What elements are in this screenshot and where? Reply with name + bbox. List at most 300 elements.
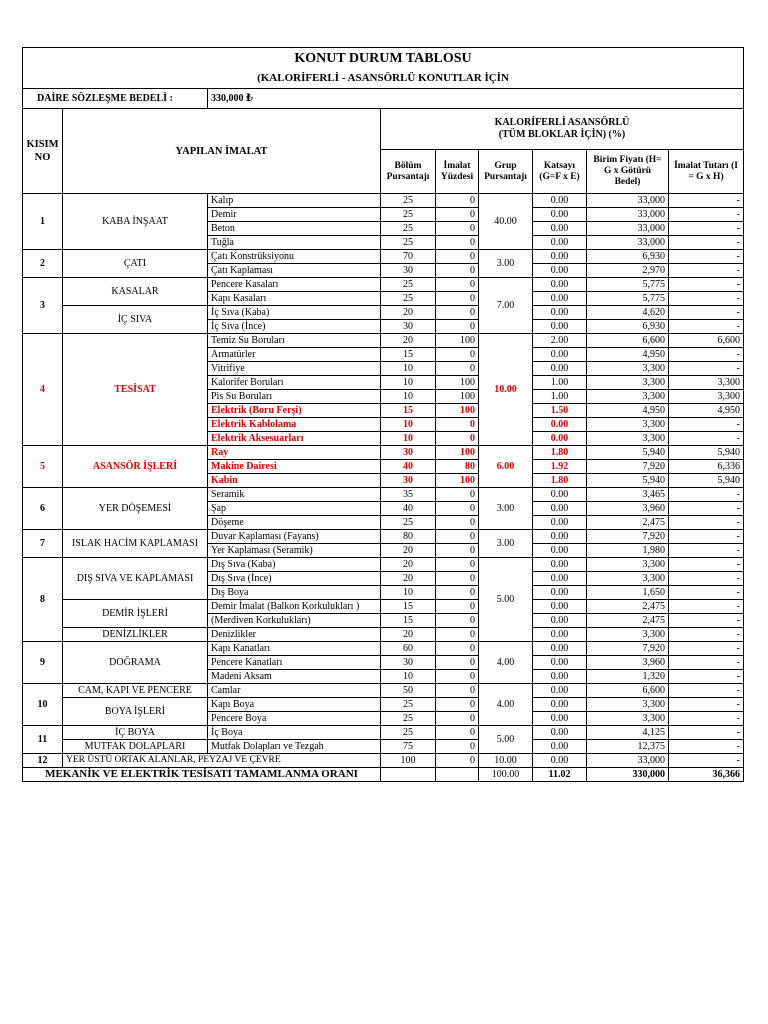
imalat-yuzdesi: 0 [436, 544, 479, 558]
birim-fiyati: 2,475 [587, 614, 669, 628]
table-row [23, 488, 744, 502]
imalat-tutari: 5,940 [669, 446, 744, 460]
imalat-tutari: 4,950 [669, 404, 744, 418]
bolum-pursantaji: 30 [381, 656, 436, 670]
katsayi: 0.00 [533, 544, 587, 558]
imalat-yuzdesi: 0 [436, 698, 479, 712]
katsayi: 0.00 [533, 502, 587, 516]
grup-pursantaji: 5.00 [479, 726, 533, 754]
table-row [23, 334, 744, 348]
imalat-yuzdesi: 100 [436, 474, 479, 488]
birim-fiyati: 6,600 [587, 684, 669, 698]
imalat-tutari: 5,940 [669, 474, 744, 488]
table-title: KONUT DURUM TABLOSU [23, 48, 744, 69]
bolum-pursantaji: 10 [381, 418, 436, 432]
bolum-pursantaji: 20 [381, 306, 436, 320]
item-name: Dış Boya [208, 586, 381, 600]
imalat-yuzdesi: 0 [436, 292, 479, 306]
table-row [23, 558, 744, 572]
imalat-yuzdesi: 100 [436, 376, 479, 390]
imalat-tutari: - [669, 432, 744, 446]
category-name: İÇ BOYA [63, 726, 208, 740]
katsayi: 0.00 [533, 362, 587, 376]
katsayi: 0.00 [533, 698, 587, 712]
contract-label: DAİRE SÖZLEŞME BEDELİ : [23, 89, 208, 109]
imalat-yuzdesi: 0 [436, 670, 479, 684]
birim-fiyati: 6,600 [587, 334, 669, 348]
grup-pursantaji: 7.00 [479, 278, 533, 334]
birim-fiyati: 2,475 [587, 600, 669, 614]
table-row [23, 530, 744, 544]
section-number: 3 [23, 278, 63, 334]
imalat-yuzdesi: 0 [436, 684, 479, 698]
birim-fiyati: 1,980 [587, 544, 669, 558]
katsayi: 1.80 [533, 446, 587, 460]
item-name: Duvar Kaplaması (Fayans) [208, 530, 381, 544]
item-name: İç Sıva (Kaba) [208, 306, 381, 320]
bolum-pursantaji: 35 [381, 488, 436, 502]
grup-pursantaji: 4.00 [479, 684, 533, 726]
table-subtitle: (KALORİFERLİ - ASANSÖRLÜ KONUTLAR İÇİN [23, 68, 744, 89]
katsayi: 0.00 [533, 628, 587, 642]
item-name: Ray [208, 446, 381, 460]
item-name: YER ÜSTÜ ORTAK ALANLAR, PEYZAJ VE ÇEVRE [63, 754, 381, 768]
imalat-yuzdesi: 0 [436, 558, 479, 572]
katsayi: 0.00 [533, 586, 587, 600]
katsayi: 0.00 [533, 222, 587, 236]
birim-fiyati: 3,300 [587, 418, 669, 432]
section-number: 5 [23, 446, 63, 488]
category-name: ISLAK HACİM KAPLAMASI [63, 530, 208, 558]
imalat-tutari: - [669, 236, 744, 250]
bolum-pursantaji: 25 [381, 516, 436, 530]
total-katsayi: 11.02 [533, 768, 587, 782]
imalat-yuzdesi: 100 [436, 334, 479, 348]
imalat-tutari: 3,300 [669, 390, 744, 404]
katsayi: 0.00 [533, 250, 587, 264]
katsayi: 0.00 [533, 656, 587, 670]
grup-pursantaji: 40.00 [479, 194, 533, 250]
katsayi: 0.00 [533, 670, 587, 684]
imalat-tutari: - [669, 348, 744, 362]
birim-fiyati: 2,475 [587, 516, 669, 530]
imalat-yuzdesi: 0 [436, 264, 479, 278]
header-group-line2: (TÜM BLOKLAR İÇİN) (%) [498, 129, 626, 141]
imalat-yuzdesi: 0 [436, 600, 479, 614]
item-name: Çatı Konstrüksiyonu [208, 250, 381, 264]
grup-pursantaji: 3.00 [479, 250, 533, 278]
header-grup: Grup Pursantajı [479, 150, 533, 194]
section-number: 7 [23, 530, 63, 558]
grup-pursantaji: 10.00 [479, 334, 533, 446]
table-row [23, 684, 744, 698]
item-name: Kalorifer Boruları [208, 376, 381, 390]
birim-fiyati: 3,465 [587, 488, 669, 502]
katsayi: 0.00 [533, 530, 587, 544]
bolum-pursantaji: 50 [381, 684, 436, 698]
imalat-yuzdesi: 0 [436, 502, 479, 516]
item-name: Çatı Kaplaması [208, 264, 381, 278]
imalat-yuzdesi: 0 [436, 656, 479, 670]
birim-fiyati: 4,950 [587, 404, 669, 418]
category-name: DIŞ SIVA VE KAPLAMASI [63, 558, 208, 600]
katsayi: 0.00 [533, 684, 587, 698]
bolum-pursantaji: 25 [381, 208, 436, 222]
birim-fiyati: 3,300 [587, 628, 669, 642]
category-name: TESİSAT [63, 334, 208, 446]
bolum-pursantaji: 10 [381, 390, 436, 404]
category-name: DOĞRAMA [63, 642, 208, 684]
katsayi: 0.00 [533, 208, 587, 222]
table-row [23, 446, 744, 460]
katsayi: 1.00 [533, 390, 587, 404]
imalat-yuzdesi: 100 [436, 446, 479, 460]
bolum-pursantaji: 15 [381, 614, 436, 628]
bolum-pursantaji: 20 [381, 628, 436, 642]
item-name: (Merdiven Korkulukları) [208, 614, 381, 628]
table-row [23, 754, 744, 768]
katsayi: 0.00 [533, 572, 587, 586]
item-name: Armatürler [208, 348, 381, 362]
item-name: Yer Kaplaması (Seramik) [208, 544, 381, 558]
item-name: İç Boya [208, 726, 381, 740]
katsayi: 0.00 [533, 278, 587, 292]
birim-fiyati: 3,300 [587, 390, 669, 404]
category-name: KASALAR [63, 278, 208, 306]
birim-fiyati: 1,650 [587, 586, 669, 600]
total-bolum [381, 768, 436, 782]
bolum-pursantaji: 60 [381, 642, 436, 656]
table-row [23, 250, 744, 264]
bolum-pursantaji: 15 [381, 600, 436, 614]
bolum-pursantaji: 15 [381, 348, 436, 362]
total-row [23, 768, 744, 782]
imalat-tutari: - [669, 222, 744, 236]
item-name: Elektrik (Boru Ferşi) [208, 404, 381, 418]
bolum-pursantaji: 10 [381, 376, 436, 390]
imalat-yuzdesi: 0 [436, 432, 479, 446]
birim-fiyati: 5,775 [587, 292, 669, 306]
table-row [23, 740, 744, 754]
imalat-yuzdesi: 100 [436, 390, 479, 404]
imalat-tutari: - [669, 642, 744, 656]
section-number: 4 [23, 334, 63, 446]
table-row [23, 628, 744, 642]
birim-fiyati: 5,775 [587, 278, 669, 292]
section-number: 2 [23, 250, 63, 278]
header-birim-fiyati: Birim Fiyatı (H= G x Götürü Bedel) [587, 150, 669, 194]
section-number: 9 [23, 642, 63, 684]
imalat-tutari: - [669, 684, 744, 698]
header-bolum: Bölüm Pursantajı [381, 150, 436, 194]
bolum-pursantaji: 20 [381, 572, 436, 586]
imalat-tutari: - [669, 418, 744, 432]
imalat-tutari: 3,300 [669, 376, 744, 390]
total-label: MEKANİK VE ELEKTRİK TESİSATI TAMAMLANMA ORANI [23, 768, 381, 782]
birim-fiyati: 3,300 [587, 558, 669, 572]
katsayi: 0.00 [533, 432, 587, 446]
imalat-tutari: - [669, 558, 744, 572]
grup-pursantaji: 3.00 [479, 530, 533, 558]
section-number: 11 [23, 726, 63, 754]
bolum-pursantaji: 10 [381, 586, 436, 600]
imalat-yuzdesi: 0 [436, 488, 479, 502]
item-name: Kalıp [208, 194, 381, 208]
birim-fiyati: 3,960 [587, 502, 669, 516]
katsayi: 0.00 [533, 264, 587, 278]
imalat-yuzdesi: 0 [436, 348, 479, 362]
section-number: 10 [23, 684, 63, 726]
header-yapilan-imalat: YAPILAN İMALAT [63, 109, 381, 194]
imalat-tutari: - [669, 698, 744, 712]
item-name: Makine Dairesi [208, 460, 381, 474]
bolum-pursantaji: 20 [381, 334, 436, 348]
item-name: Kabin [208, 474, 381, 488]
grup-pursantaji: 3.00 [479, 488, 533, 530]
birim-fiyati: 4,620 [587, 306, 669, 320]
birim-fiyati: 4,125 [587, 726, 669, 740]
imalat-tutari: - [669, 208, 744, 222]
bolum-pursantaji: 10 [381, 670, 436, 684]
item-name: Kapı Kanatları [208, 642, 381, 656]
konut-durum-table [22, 47, 744, 782]
imalat-tutari: - [669, 614, 744, 628]
item-name: Madeni Aksam [208, 670, 381, 684]
item-name: Denizlikler [208, 628, 381, 642]
imalat-tutari: - [669, 586, 744, 600]
imalat-tutari: - [669, 740, 744, 754]
imalat-yuzdesi: 0 [436, 740, 479, 754]
imalat-yuzdesi: 0 [436, 194, 479, 208]
grup-pursantaji: 4.00 [479, 642, 533, 684]
imalat-yuzdesi: 0 [436, 306, 479, 320]
bolum-pursantaji: 25 [381, 194, 436, 208]
katsayi: 0.00 [533, 488, 587, 502]
section-number: 12 [23, 754, 63, 768]
katsayi: 0.00 [533, 558, 587, 572]
katsayi: 0.00 [533, 600, 587, 614]
item-name: Dış Sıva (Kaba) [208, 558, 381, 572]
katsayi: 0.00 [533, 726, 587, 740]
item-name: Dış Sıva (İnce) [208, 572, 381, 586]
imalat-tutari: - [669, 754, 744, 768]
grup-pursantaji: 10.00 [479, 754, 533, 768]
bolum-pursantaji: 25 [381, 236, 436, 250]
birim-fiyati: 3,300 [587, 362, 669, 376]
imalat-yuzdesi: 0 [436, 628, 479, 642]
category-name: DEMİR İŞLERİ [63, 600, 208, 628]
birim-fiyati: 33,000 [587, 194, 669, 208]
imalat-yuzdesi: 0 [436, 712, 479, 726]
birim-fiyati: 7,920 [587, 642, 669, 656]
item-name: Elektrik Aksesuarları [208, 432, 381, 446]
imalat-yuzdesi: 0 [436, 614, 479, 628]
bolum-pursantaji: 10 [381, 432, 436, 446]
katsayi: 0.00 [533, 306, 587, 320]
imalat-tutari: - [669, 194, 744, 208]
total-birim: 330,000 [587, 768, 669, 782]
birim-fiyati: 12,375 [587, 740, 669, 754]
katsayi: 0.00 [533, 614, 587, 628]
birim-fiyati: 5,940 [587, 474, 669, 488]
total-tutar: 36,366 [669, 768, 744, 782]
katsayi: 0.00 [533, 754, 587, 768]
total-yuzde [436, 768, 479, 782]
bolum-pursantaji: 75 [381, 740, 436, 754]
bolum-pursantaji: 30 [381, 264, 436, 278]
grup-pursantaji: 5.00 [479, 558, 533, 642]
imalat-tutari: - [669, 600, 744, 614]
bolum-pursantaji: 20 [381, 558, 436, 572]
imalat-tutari: - [669, 362, 744, 376]
category-name: MUTFAK DOLAPLARI [63, 740, 208, 754]
contract-value: 330,000 ₺ [208, 89, 744, 109]
item-name: Tuğla [208, 236, 381, 250]
birim-fiyati: 3,300 [587, 712, 669, 726]
birim-fiyati: 3,300 [587, 432, 669, 446]
imalat-tutari: - [669, 516, 744, 530]
category-name: KABA İNŞAAT [63, 194, 208, 250]
imalat-yuzdesi: 0 [436, 250, 479, 264]
item-name: Elektrik Kablolama [208, 418, 381, 432]
imalat-tutari: - [669, 572, 744, 586]
bolum-pursantaji: 15 [381, 404, 436, 418]
header-group-title [381, 109, 744, 150]
item-name: Pencere Boya [208, 712, 381, 726]
item-name: Demir [208, 208, 381, 222]
bolum-pursantaji: 10 [381, 362, 436, 376]
table-row [23, 642, 744, 656]
table-row [23, 726, 744, 740]
imalat-tutari: - [669, 530, 744, 544]
birim-fiyati: 1,320 [587, 670, 669, 684]
imalat-tutari: - [669, 712, 744, 726]
imalat-tutari: 6,600 [669, 334, 744, 348]
item-name: Pencere Kanatları [208, 656, 381, 670]
category-name: ÇATI [63, 250, 208, 278]
section-number: 1 [23, 194, 63, 250]
imalat-yuzdesi: 0 [436, 642, 479, 656]
bolum-pursantaji: 70 [381, 250, 436, 264]
item-name: Pencere Kasaları [208, 278, 381, 292]
imalat-tutari: - [669, 502, 744, 516]
item-name: Mutfak Dolapları ve Tezgah [208, 740, 381, 754]
bolum-pursantaji: 80 [381, 530, 436, 544]
category-name: İÇ SIVA [63, 306, 208, 334]
birim-fiyati: 33,000 [587, 754, 669, 768]
category-name: CAM, KAPI VE PENCERE [63, 684, 208, 698]
item-name: Vitrifiye [208, 362, 381, 376]
imalat-yuzdesi: 0 [436, 236, 479, 250]
category-name: BOYA İŞLERİ [63, 698, 208, 726]
imalat-tutari: - [669, 488, 744, 502]
birim-fiyati: 7,920 [587, 530, 669, 544]
birim-fiyati: 33,000 [587, 236, 669, 250]
imalat-yuzdesi: 0 [436, 222, 479, 236]
birim-fiyati: 33,000 [587, 208, 669, 222]
imalat-tutari: - [669, 726, 744, 740]
imalat-yuzdesi: 0 [436, 418, 479, 432]
total-grup: 100.00 [479, 768, 533, 782]
table-row [23, 306, 744, 320]
table-row [23, 600, 744, 614]
imalat-tutari: - [669, 656, 744, 670]
katsayi: 0.00 [533, 292, 587, 306]
bolum-pursantaji: 25 [381, 222, 436, 236]
katsayi: 1.50 [533, 404, 587, 418]
imalat-yuzdesi: 0 [436, 754, 479, 768]
bolum-pursantaji: 40 [381, 460, 436, 474]
katsayi: 1.92 [533, 460, 587, 474]
katsayi: 0.00 [533, 348, 587, 362]
header-group-line1: KALORİFERLİ ASANSÖRLÜ [494, 117, 630, 129]
bolum-pursantaji: 30 [381, 320, 436, 334]
item-name: Camlar [208, 684, 381, 698]
section-number: 6 [23, 488, 63, 530]
birim-fiyati: 3,300 [587, 572, 669, 586]
imalat-yuzdesi: 0 [436, 320, 479, 334]
grup-pursantaji: 6.00 [479, 446, 533, 488]
imalat-yuzdesi: 0 [436, 362, 479, 376]
imalat-yuzdesi: 80 [436, 460, 479, 474]
item-name: Beton [208, 222, 381, 236]
birim-fiyati: 5,940 [587, 446, 669, 460]
katsayi: 0.00 [533, 320, 587, 334]
category-name: YER DÖŞEMESİ [63, 488, 208, 530]
imalat-tutari: - [669, 628, 744, 642]
imalat-yuzdesi: 0 [436, 516, 479, 530]
imalat-tutari: - [669, 544, 744, 558]
item-name: Demir İmalat (Balkon Korkulukları ) [208, 600, 381, 614]
birim-fiyati: 2,970 [587, 264, 669, 278]
bolum-pursantaji: 30 [381, 474, 436, 488]
item-name: Döşeme [208, 516, 381, 530]
katsayi: 0.00 [533, 418, 587, 432]
table-row [23, 194, 744, 208]
imalat-tutari: - [669, 278, 744, 292]
imalat-yuzdesi: 0 [436, 586, 479, 600]
katsayi: 2.00 [533, 334, 587, 348]
imalat-tutari: - [669, 292, 744, 306]
bolum-pursantaji: 40 [381, 502, 436, 516]
birim-fiyati: 3,300 [587, 698, 669, 712]
header-katsayi: Katsayı (G=F x E) [533, 150, 587, 194]
item-name: Şap [208, 502, 381, 516]
birim-fiyati: 33,000 [587, 222, 669, 236]
katsayi: 0.00 [533, 516, 587, 530]
imalat-yuzdesi: 100 [436, 404, 479, 418]
bolum-pursantaji: 25 [381, 292, 436, 306]
item-name: Temiz Su Boruları [208, 334, 381, 348]
birim-fiyati: 6,930 [587, 250, 669, 264]
item-name: Kapı Boya [208, 698, 381, 712]
header-kisim-no: KISIM NO [23, 109, 63, 194]
katsayi: 0.00 [533, 740, 587, 754]
imalat-yuzdesi: 0 [436, 278, 479, 292]
item-name: İç Sıva (İnce) [208, 320, 381, 334]
category-name: ASANSÖR İŞLERİ [63, 446, 208, 488]
imalat-yuzdesi: 0 [436, 726, 479, 740]
katsayi: 0.00 [533, 236, 587, 250]
birim-fiyati: 7,920 [587, 460, 669, 474]
header-imalat-tutari: İmalat Tutarı (I = G x H) [669, 150, 744, 194]
imalat-tutari: - [669, 250, 744, 264]
imalat-tutari: - [669, 670, 744, 684]
imalat-tutari: 6,336 [669, 460, 744, 474]
bolum-pursantaji: 100 [381, 754, 436, 768]
table-row [23, 278, 744, 292]
imalat-yuzdesi: 0 [436, 572, 479, 586]
